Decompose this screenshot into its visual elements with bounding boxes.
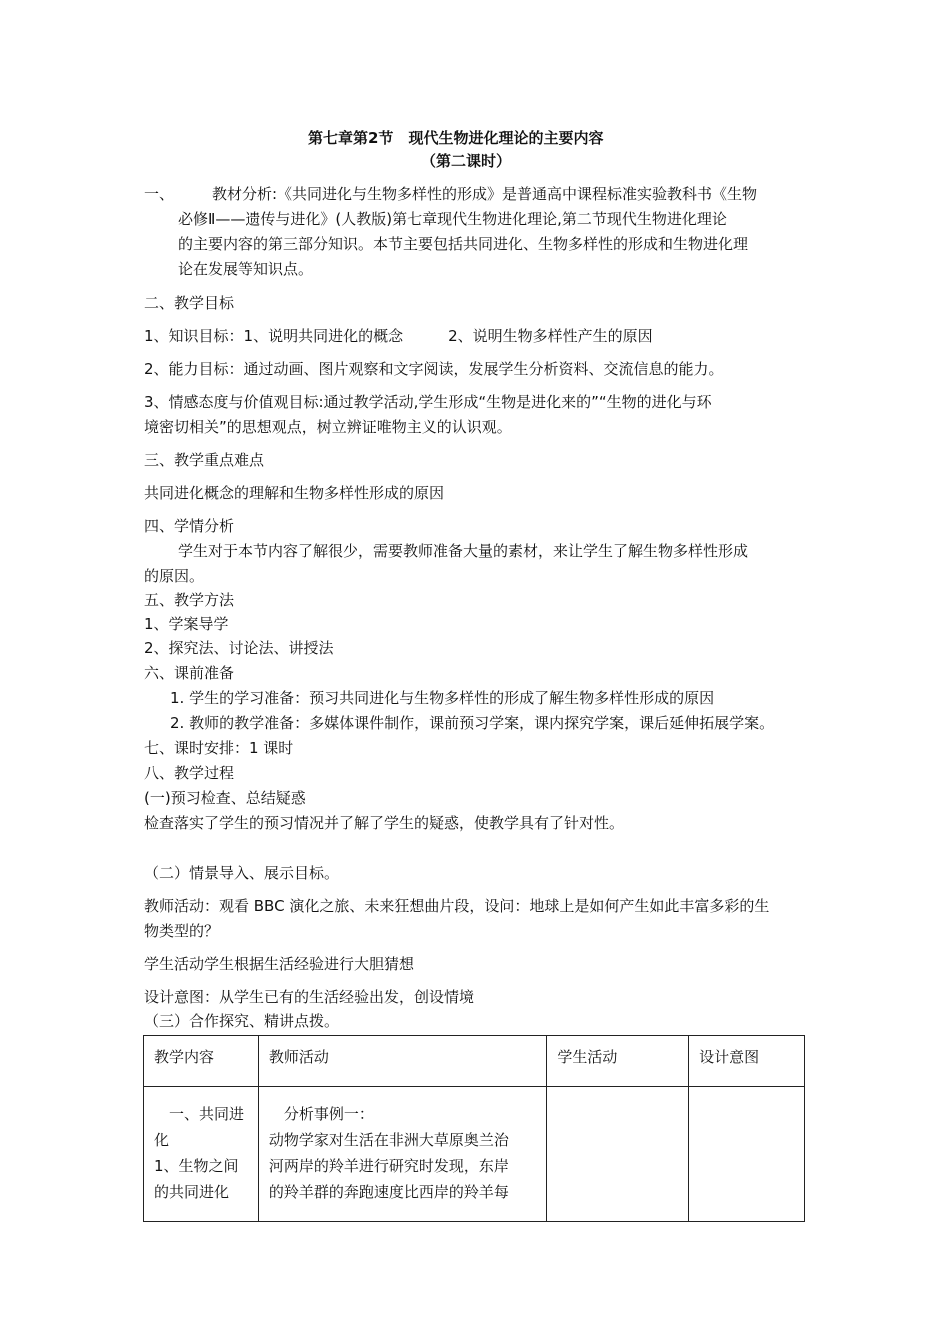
teacher-line: 动物学家对生活在非洲大草原奥兰治 — [268, 1131, 509, 1149]
table-header-cell: 设计意图 — [689, 1036, 805, 1087]
method-1: 1、学案导学 — [144, 615, 229, 633]
teacher-line: 河两岸的羚羊进行研究时发现，东岸 — [268, 1157, 509, 1175]
prep-teacher: 2. 教师的教学准备：多媒体课件制作，课前预习学案，课内探究学案，课后延伸拓展学案。 — [170, 714, 775, 732]
student-activity-text: 学生活动学生根据生活经验进行大胆猜想 — [144, 955, 415, 973]
analysis-line-1: 学生对于本节内容了解很少，需要教师准备大量的素材，来让学生了解生物多样性形成 — [178, 542, 749, 560]
section1-number: 一、 — [144, 185, 175, 203]
section8-heading: 八、教学过程 — [144, 764, 235, 782]
section4-heading: 四、学情分析 — [144, 517, 235, 535]
content-line: 一、共同进 — [169, 1105, 245, 1123]
analysis-line-2: 的原因。 — [144, 567, 205, 585]
section1-line-4: 论在发展等知识点。 — [178, 260, 314, 278]
section6-heading: 六、课前准备 — [144, 664, 235, 682]
step2-heading: （二）情景导入、展示目标。 — [144, 864, 340, 882]
content-line: 化 — [154, 1131, 170, 1149]
step3-heading: （三）合作探究、精讲点拨。 — [144, 1012, 340, 1030]
prep-student: 1. 学生的学习准备：预习共同进化与生物多样性的形成了解生物多样性形成的原因 — [170, 689, 715, 707]
table-row — [144, 1087, 805, 1222]
document-title: 第七章第2节 现代生物进化理论的主要内容 — [308, 129, 604, 147]
table-header-cell: 教师活动 — [258, 1036, 547, 1087]
content-line: 1、生物之间 — [154, 1157, 239, 1175]
document-subtitle: （第二课时） — [421, 152, 512, 170]
teacher-line: 的羚羊群的奔跑速度比西岸的羚羊每 — [268, 1183, 509, 1201]
section3-heading: 三、教学重点难点 — [144, 451, 265, 469]
student-activity-cell — [547, 1087, 689, 1222]
method-2: 2、探究法、讨论法、讲授法 — [144, 639, 334, 657]
teacher-line: 分析事例一： — [283, 1105, 374, 1123]
table-header-row — [144, 1036, 805, 1087]
goal-ability: 2、能力目标：通过动画、图片观察和文字阅读，发展学生分析资料、交流信息的能力。 — [144, 360, 724, 378]
step1-heading: (一)预习检查、总结疑惑 — [144, 789, 306, 807]
table-header-cell: 学生活动 — [547, 1036, 689, 1087]
table-header-cell: 教学内容 — [144, 1036, 259, 1087]
lesson-plan-table — [143, 1035, 805, 1222]
goal-emotion-line-1: 3、情感态度与价值观目标:通过教学活动,学生形成“生物是进化来的”“生物的进化与环 — [144, 393, 712, 411]
teacher-activity-line-2: 物类型的？ — [144, 922, 220, 940]
section5-heading: 五、教学方法 — [144, 591, 235, 609]
section2-heading: 二、教学目标 — [144, 294, 235, 312]
goal-knowledge: 1、知识目标：1、说明共同进化的概念 2、说明生物多样性产生的原因 — [144, 327, 653, 345]
goal-emotion-line-2: 境密切相关”的思想观点，树立辨证唯物主义的认识观。 — [144, 418, 512, 436]
step1-text: 检查落实了学生的预习情况并了解了学生的疑惑，使教学具有了针对性。 — [144, 814, 625, 832]
section1-line-1: 教材分析:《共同进化与生物多样性的形成》是普通高中课程标准实验教科书《生物 — [212, 185, 758, 203]
section7-text: 七、课时安排：1 课时 — [144, 739, 294, 757]
design-intent-cell — [689, 1087, 805, 1222]
content-line: 的共同进化 — [154, 1183, 230, 1201]
keypoint-text: 共同进化概念的理解和生物多样性形成的原因 — [144, 484, 445, 502]
design-intent-text: 设计意图：从学生已有的生活经验出发，创设情境 — [144, 988, 475, 1006]
section1-line-3: 的主要内容的第三部分知识。本节主要包括共同进化、生物多样性的形成和生物进化理 — [178, 235, 749, 253]
content-cell — [144, 1087, 259, 1222]
teacher-activity-cell — [258, 1087, 547, 1222]
teacher-activity-line-1: 教师活动：观看 BBC 演化之旅、未来狂想曲片段，设问：地球上是如何产生如此丰富多彩的生 — [144, 897, 770, 915]
section1-line-2: 必修Ⅱ——遗传与进化》(人教版)第七章现代生物进化理论,第二节现代生物进化理论 — [178, 210, 727, 228]
